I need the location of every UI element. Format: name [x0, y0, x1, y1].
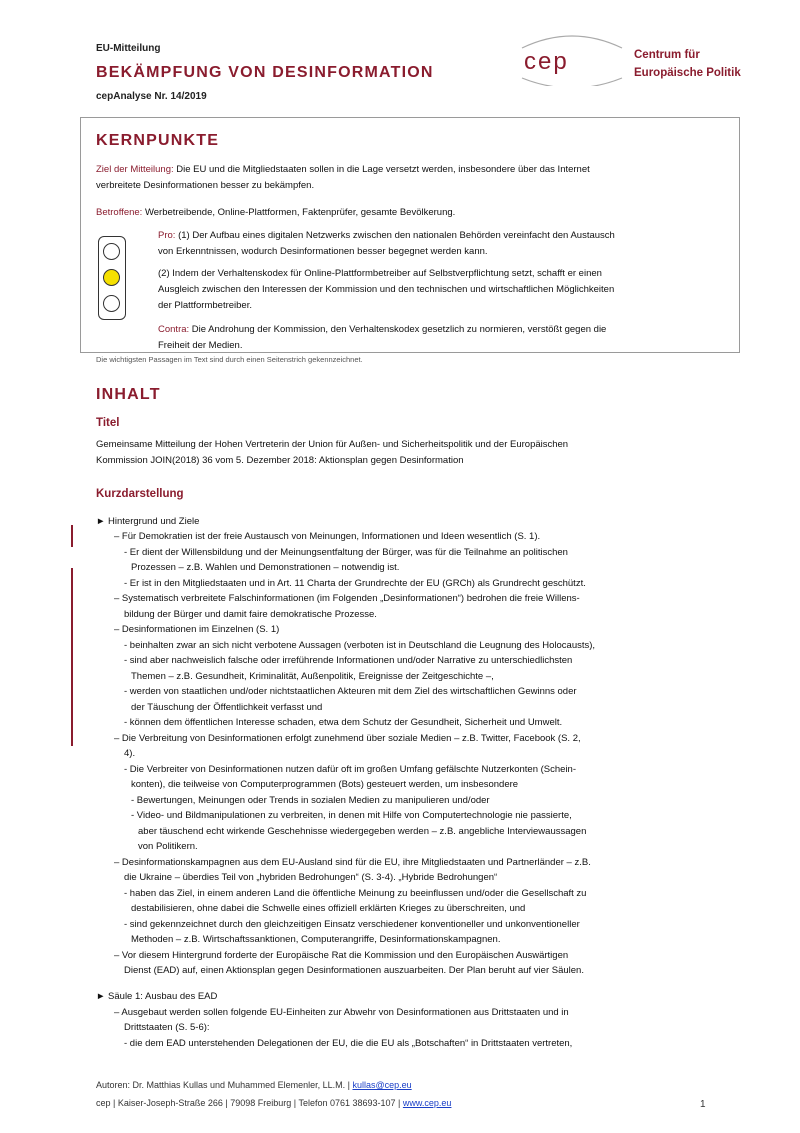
traffic-light-top-lamp	[103, 243, 120, 260]
traffic-light-bottom-lamp	[103, 295, 120, 312]
traffic-light-icon	[98, 236, 126, 320]
traffic-light-middle-lamp	[103, 269, 120, 286]
contra-line-1: Die Androhung der Kommission, den Verhaltenskodex gesetzlich zu normieren, verstößt gegen die	[191, 324, 607, 335]
document-title: BEKÄMPFUNG VON DESINFORMATION	[96, 64, 434, 81]
side-marker-1	[71, 525, 73, 547]
body-line: – Die Verbreitung von Desinformationen erfolgt zunehmend über soziale Medien – z.B. Twitter, Facebook (S. 2,	[114, 733, 581, 744]
body-line: - sind aber nachweislich falsche oder irreführende Informationen und/oder Narrative zu unterschiedlichsten	[124, 655, 573, 666]
pro2-line-1: (2) Indem der Verhaltenskodex für Online-Plattformbetreiber auf Selbstverpflichtung setzt, schafft er einen	[158, 268, 602, 279]
body-line: - Video- und Bildmanipulationen zu verbreiten, in denen mit Hilfe von Computertechnologie nie passierte,	[131, 810, 572, 821]
body-line: – Vor diesem Hintergrund forderte der Europäische Rat die Kommission und den Europäischen Auswärtigen	[114, 950, 569, 961]
body-line: ► Säule 1: Ausbau des EAD	[96, 991, 218, 1002]
body-line: von Politikern.	[138, 841, 198, 852]
authors-text: Autoren: Dr. Matthias Kullas und Muhammed Elemenler, LL.M. |	[96, 1080, 350, 1090]
body-line: - sind gekennzeichnet durch den gleichzeitigen Einsatz verschiedener konventioneller und unkonventioneller	[124, 919, 580, 930]
betroffene-paragraph	[96, 205, 736, 221]
document-category: EU-Mitteilung	[96, 43, 161, 54]
body-line: - Die Verbreiter von Desinformationen nutzen dafür oft im großen Umfang gefälschte Nutzerkonten (Schein-	[124, 764, 577, 775]
body-line: - haben das Ziel, in einem anderen Land die öffentliche Meinung zu beeinflussen und/oder die Gesellschaft zu	[124, 888, 587, 899]
footer-address	[96, 1098, 451, 1108]
body-line: konten), die teilweise von Computerprogrammen (Bots) gesteuert werden, um insbesondere	[131, 779, 519, 790]
body-line: - beinhalten zwar an sich nicht verbotene Aussagen (verboten ist in Deutschland die Leugnung des Holocausts),	[124, 640, 596, 651]
body-line: bildung der Bürger und damit faire demokratische Prozesse.	[124, 609, 377, 620]
footer-authors	[96, 1080, 412, 1090]
body-line: – Desinformationskampagnen aus dem EU-Ausland sind für die EU, ihre Mitgliedstaaten und Partnerländer – z.B.	[114, 857, 591, 868]
body-line: der Täuschung der Öffentlichkeit verfasst und	[131, 702, 323, 713]
pro2-line-3: der Plattformbetreiber.	[158, 300, 252, 311]
body-line: destabilisieren, ohne dabei die Schwelle eines offiziell erklärten Krieges zu überschreiten, und	[131, 903, 526, 914]
pro2-line-2: Ausgleich zwischen den Interessen der Kommission und den technischen und wirtschaftlichen Möglichkeiten	[158, 284, 615, 295]
author-email-link[interactable]: kullas@cep.eu	[352, 1080, 412, 1090]
kernpunkte-heading: KERNPUNKTE	[96, 132, 220, 149]
sideline-note: Die wichtigsten Passagen im Text sind durch einen Seitenstrich gekennzeichnet.	[96, 355, 363, 364]
ziel-paragraph	[96, 162, 736, 194]
body-line: - Bewertungen, Meinungen oder Trends in sozialen Medien zu manipulieren und/oder	[131, 795, 490, 806]
body-line: – Ausgebaut werden sollen folgende EU-Einheiten zur Abwehr von Desinformationen aus Drittstaaten und in	[114, 1007, 569, 1018]
logo-text: cep	[524, 48, 569, 75]
ziel-text-2: verbreitete Desinformationen besser zu bekämpfen.	[96, 180, 315, 191]
titel-heading: Titel	[96, 417, 120, 429]
pro-paragraph-2	[158, 266, 736, 314]
org-line-2: Europäische Politik	[634, 67, 741, 79]
body-line: Methoden – z.B. Wirtschaftssanktionen, Computerangriffe, Desinformationskampagnen.	[131, 934, 501, 945]
body-line: Themen – z.B. Gesundheit, Kriminalität, Außenpolitik, Ereignisse der Zeitgeschichte –,	[131, 671, 494, 682]
body-line: die Ukraine – überdies Teil von „hybriden Bedrohungen“ (S. 3-4). „Hybride Bedrohungen“	[124, 872, 498, 883]
body-line: - können dem öffentlichen Interesse schaden, etwa dem Schutz der Gesundheit, Sicherheit und Umwelt.	[124, 717, 563, 728]
body-line: ► Hintergrund und Ziele	[96, 516, 200, 527]
body-line: - werden von staatlichen und/oder nichtstaatlichen Akteuren mit dem Ziel des wirtschaftlichen Gewinns oder	[124, 686, 577, 697]
body-line: – Systematisch verbreitete Falschinformationen (im Folgenden „Desinformationen“) bedrohen die freie Willens-	[114, 593, 580, 604]
address-text: cep | Kaiser-Joseph-Straße 266 | 79098 Freiburg | Telefon 0761 38693-107 |	[96, 1098, 401, 1108]
contra-paragraph	[158, 322, 736, 354]
body-line: - Er dient der Willensbildung und der Meinungsentfaltung der Bürger, was für die Teilnahme an politischen	[124, 547, 568, 558]
website-link[interactable]: www.cep.eu	[402, 1098, 452, 1108]
side-marker-2	[71, 568, 73, 746]
body-line: - Er ist in den Mitgliedstaaten und in Art. 11 Charta der Grundrechte der EU (GRCh) als Grundrecht geschützt.	[124, 578, 586, 589]
ziel-label: Ziel der Mitteilung:	[96, 164, 174, 175]
body-line: – Desinformationen im Einzelnen (S. 1)	[114, 624, 280, 635]
titel-line-1: Gemeinsame Mitteilung der Hohen Vertreterin der Union für Außen- und Sicherheitspolitik und der Europäischen	[96, 439, 569, 450]
body-line: aber täuschend echt wirkende Geschehnisse wiedergegeben werden – z.B. angebliche Interviewaussagen	[138, 826, 587, 837]
titel-line-2: Kommission JOIN(2018) 36 vom 5. Dezember 2018: Aktionsplan gegen Desinformation	[96, 455, 464, 466]
betroffene-text: Werbetreibende, Online-Plattformen, Faktenprüfer, gesamte Bevölkerung.	[144, 207, 456, 218]
page-number: 1	[700, 1099, 706, 1110]
contra-line-2: Freiheit der Medien.	[158, 340, 243, 351]
contra-label: Contra:	[158, 324, 190, 335]
organization-name	[634, 46, 741, 82]
body-line: - die dem EAD unterstehenden Delegationen der EU, die die EU als „Botschaften“ in Drittstaaten vertreten,	[124, 1038, 573, 1049]
body-line: Drittstaaten (S. 5-6):	[124, 1022, 210, 1033]
body-line: Dienst (EAD) auf, einen Aktionsplan gegen Desinformationen auszuarbeiten. Der Plan beruht auf vier Säulen.	[124, 965, 584, 976]
ziel-text-1: Die EU und die Mitgliedstaaten sollen in die Lage versetzt werden, insbesondere über das Internet	[176, 164, 590, 175]
inhalt-heading: INHALT	[96, 386, 161, 403]
pro-label: Pro:	[158, 230, 176, 241]
kurzdarstellung-heading: Kurzdarstellung	[96, 488, 184, 500]
pro1-line-1: (1) Der Aufbau eines digitalen Netzwerks zwischen den nationalen Behörden vereinfacht den Austausch	[178, 230, 615, 241]
pro1-line-2: von Erkenntnissen, wodurch Desinformationen besser begegnet werden kann.	[158, 246, 488, 257]
body-line: 4).	[124, 748, 136, 759]
pro-paragraph-1	[158, 228, 736, 260]
titel-text	[96, 437, 736, 469]
body-line: Prozessen – z.B. Wahlen und Demonstrationen – notwendig ist.	[131, 562, 400, 573]
analysis-number: cepAnalyse Nr. 14/2019	[96, 91, 207, 102]
body-line: – Für Demokratien ist der freie Austausch von Meinungen, Informationen und Ideen wesentlich (S. 1).	[114, 531, 541, 542]
org-line-1: Centrum für	[634, 49, 700, 61]
betroffene-label: Betroffene:	[96, 207, 143, 218]
